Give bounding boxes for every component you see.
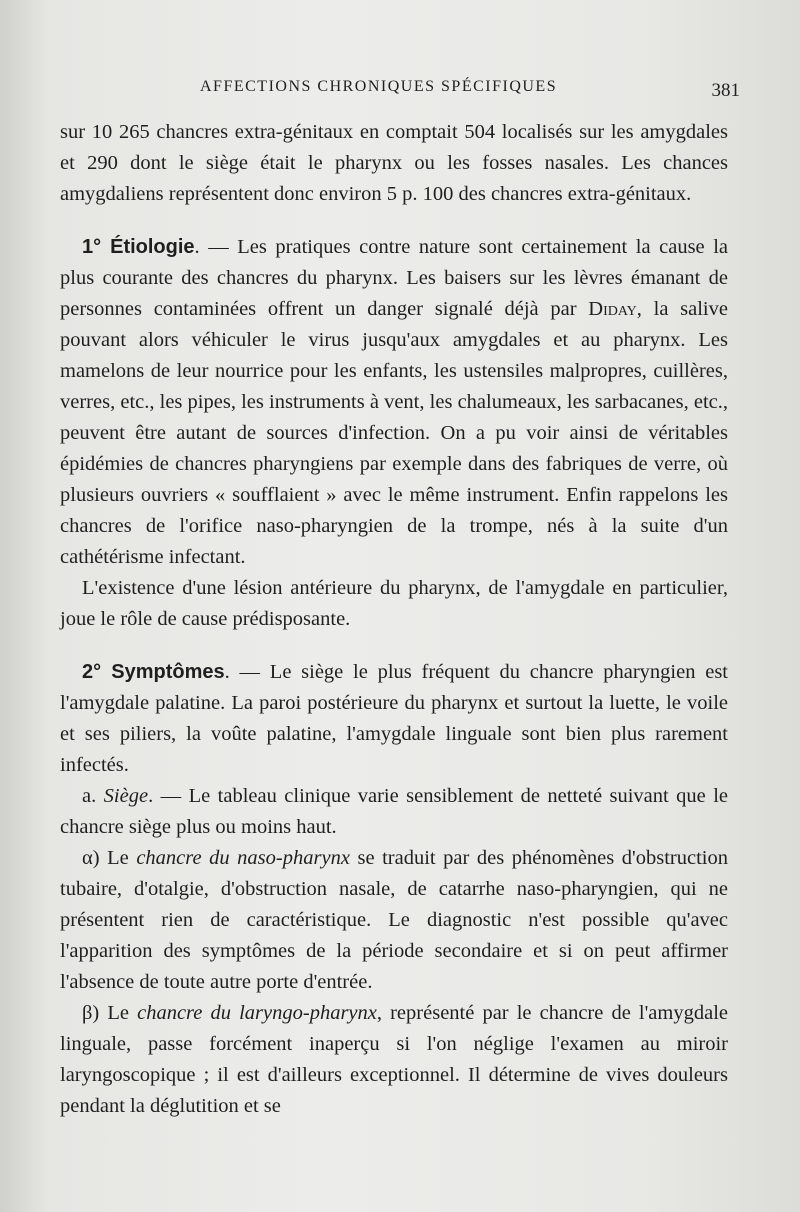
paragraph-intro: sur 10 265 chancres extra-génitaux en comptait 504 localisés sur les amygdales et 290 dont le siège était le pharynx ou les fosses nasales. Les chances amygdaliens représentent donc environ 5 p. 100 des chancres extra-génitaux. xyxy=(60,121,728,205)
laryngo-text: , représenté par le chancre de l'amygdale linguale, passe forcément inaperçu si l'on néglige l'examen au miroir laryngoscopique ; il est d'ailleurs exceptionnel. Il détermine de vives douleurs pendant la déglutition et se xyxy=(60,1002,728,1117)
page-body xyxy=(60,117,728,1122)
etiologie-text-b: , la salive pouvant alors véhiculer le virus jusqu'aux amygdales et au pharynx. Les mamelons de leur nourrice pour les enfants, les ustensiles malpropres, cuillères, verres, etc., les pipes, les instruments à vent, les chalumeaux, les sarbacanes, etc., peuvent être autant de sources d'infection. On a pu voir ainsi de véritables épidémies de chancres pharyngiens par exemple dans des fabriques de verre, où plusieurs ouvriers « soufflaient » avec le même instrument. Enfin rappelons les chancres de l'orifice naso-pharyngien de la trompe, nés à la suite d'un cathétérisme infectant. xyxy=(60,298,728,568)
paragraph-etiologie xyxy=(60,232,728,573)
paragraph-laryngo-pharynx xyxy=(60,998,728,1122)
section-heading-symptomes: 2° Symptômes xyxy=(82,661,225,683)
paragraph-predisposition: L'existence d'une lésion antérieure du pharynx, de l'amygdale en particulier, joue le rôle de cause prédisposante. xyxy=(60,577,728,630)
laryngo-label: β) Le xyxy=(82,1002,138,1024)
naso-title: chancre du naso-pharynx xyxy=(136,847,350,869)
siege-label: a. xyxy=(82,785,104,807)
laryngo-title: chancre du laryngo-pharynx xyxy=(137,1002,377,1024)
naso-label: α) Le xyxy=(82,847,137,869)
naso-text: se traduit par des phénomènes d'obstruction tubaire, d'otalgie, d'obstruction nasale, de catarrhe naso-pharyngien, qui ne présentent rien de caractéristique. Le diagnostic n'est possible qu'avec l'apparition des symptômes de la période secondaire et si on peut affirmer l'absence de toute autre porte d'entrée. xyxy=(60,847,728,993)
section-heading-etiologie: 1° Étiologie xyxy=(82,236,195,258)
symptomes-text: . — Le siège le plus fréquent du chancre pharyngien est l'amygdale palatine. La paroi postérieure du pharynx et surtout la luette, le voile et ses piliers, la voûte palatine, l'amygdale linguale sont bien plus rarement infectés. xyxy=(60,661,728,776)
author-name: Diday xyxy=(588,298,637,320)
paragraph-symptomes xyxy=(60,657,728,781)
running-header xyxy=(200,74,740,104)
page-number: 381 xyxy=(711,80,740,101)
paragraph-siege xyxy=(60,781,728,843)
siege-text: . — Le tableau clinique varie sensiblement de netteté suivant que le chancre siège plus ou moins haut. xyxy=(60,785,728,838)
running-title: AFFECTIONS CHRONIQUES SPÉCIFIQUES xyxy=(200,78,558,95)
siege-title: Siège xyxy=(103,785,149,807)
etiologie-text-a: . — Les pratiques contre nature sont certainement la cause la plus courante des chancres du pharynx. Les baisers sur les lèvres émanant de personnes contaminées offrent un danger signalé déjà par xyxy=(60,236,728,320)
paragraph-naso-pharynx xyxy=(60,843,728,998)
